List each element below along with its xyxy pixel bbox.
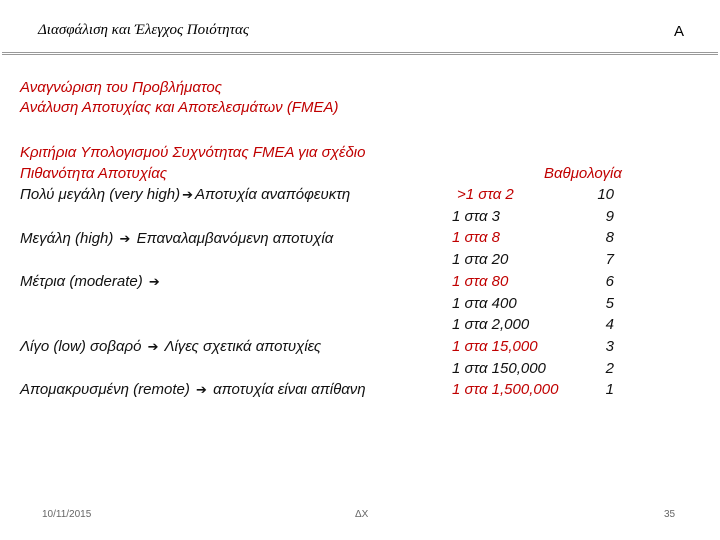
category-very-high xyxy=(20,186,350,203)
probability-value: 1 στα 80 xyxy=(452,272,509,290)
section-title-line-2: Πιθανότητα Αποτυχίας xyxy=(20,165,168,182)
score-value: 9 xyxy=(605,207,614,225)
category-desc: Αποτυχία αναπόφευκτη xyxy=(195,186,351,203)
probability-value: 1 στα 8 xyxy=(452,229,501,247)
category-desc: αποτυχία είναι απίθανη xyxy=(213,381,366,398)
category-low xyxy=(20,338,321,355)
footer-page-number: 35 xyxy=(664,509,676,520)
score-value: 5 xyxy=(605,294,614,312)
arrow-right-icon: ➔ xyxy=(182,187,194,202)
score-value: 6 xyxy=(605,272,614,290)
probability-value: 1 στα 20 xyxy=(452,251,509,269)
category-label: Απομακρυσμένη (remote) xyxy=(20,381,190,398)
category-desc: Επαναλαμβανόμενη αποτυχία xyxy=(136,230,334,247)
probability-value: 1 στα 15,000 xyxy=(452,337,538,355)
category-remote xyxy=(20,381,366,398)
footer-author: ΔΧ xyxy=(355,509,369,520)
intro-line-1: Αναγνώριση του Προβλήματος xyxy=(20,79,222,96)
slide-header-letter: A xyxy=(673,23,684,40)
category-label: Μεγάλη (high) xyxy=(20,230,114,247)
score-column-header: Βαθμολογία xyxy=(544,165,622,182)
score-value: 10 xyxy=(597,186,614,203)
category-label: Πολύ μεγάλη (very high) xyxy=(20,186,181,203)
category-high xyxy=(20,230,333,247)
section-title-line-1: Κριτήρια Υπολογισμού Συχνότητας FMEA για σχέδιο xyxy=(20,144,366,161)
score-value: 2 xyxy=(605,359,614,377)
intro-line-2: Ανάλυση Αποτυχίας και Αποτελεσμάτων (FMEA) xyxy=(20,99,339,116)
probability-value: 1 στα 150,000 xyxy=(452,359,546,377)
category-label: Λίγο (low) σοβαρό xyxy=(20,338,142,355)
score-value: 3 xyxy=(605,337,614,355)
header-divider xyxy=(2,52,718,55)
probability-value: 1 στα 400 xyxy=(452,294,517,312)
arrow-right-icon: ➔ xyxy=(119,231,131,246)
category-desc: Λίγες σχετικά αποτυχίες xyxy=(164,338,322,355)
category-moderate xyxy=(20,273,162,290)
probability-value: 1 στα 3 xyxy=(452,207,501,225)
category-label: Μέτρια (moderate) xyxy=(20,273,143,290)
score-value: 8 xyxy=(605,229,614,247)
arrow-right-icon: ➔ xyxy=(147,339,159,354)
arrow-right-icon: ➔ xyxy=(196,382,207,397)
footer-date: 10/11/2015 xyxy=(42,509,92,520)
score-value: 4 xyxy=(605,316,614,334)
probability-value: 1 στα 2,000 xyxy=(452,316,530,334)
score-value: 1 xyxy=(605,381,614,399)
slide-header-title: Διασφάλιση και Έλεγχος Ποιότητας xyxy=(38,22,249,38)
arrow-right-icon: ➔ xyxy=(148,274,160,289)
probability-value: >1 στα 2 xyxy=(457,186,514,203)
score-value: 7 xyxy=(605,251,614,269)
probability-value: 1 στα 1,500,000 xyxy=(452,381,559,399)
